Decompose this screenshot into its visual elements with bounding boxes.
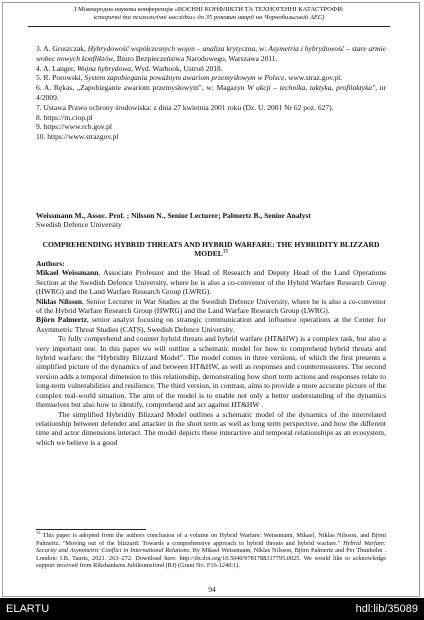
reference-item [36,64,386,74]
body-paragraphs [36,334,386,447]
reference-italic: Wojna hybrydowa [76,63,132,73]
reference-item [36,83,386,103]
reference-prefix: 7. Ustawa Prawo ochrony środowiska: z dnia 27 kwietnia 2001 roku (Dz. U. 2001 Nr 62 poz. 627). [36,102,334,112]
reference-mid: , nr 4/2009. [36,83,387,102]
footnote-text-before: This paper is adopted from the authors conclusion of a volume on Hybrid Warfare: Weissmann, Mikael, Niklas Nilsson, and Björn Palmertz. "Moving out of the blizzard: Towards a comprehensive approach to hybrid threats and hybrid warfare." [36,532,386,547]
header-rule [28,26,390,27]
body-paragraph: The simplified Hybridity Blizzard Model outlines a schematic model of the dynamics of the interrelated relationship between defender and attacker in the short term as well as long term perspective, and how the different time and actor dimensions interact. The model depicts these interactive and temporal relationships as an ecosystem, which we believe is a good [36,409,386,447]
author-name: Niklas Nilsson [36,296,82,306]
viewer-bottom-bar [0,598,424,620]
page-number: 94 [208,585,216,594]
reference-item [36,113,386,123]
reference-suffix: , Biuro Bezpieczeństwa Narodowego, Warszawa 2011. [113,53,278,63]
author-bio-text: , Senior Lecturer in War Studies at the Swedish Defence University, where he is also a co-convenor of the Hybrid Warfare Research Group (HWRG) and the Land Warfare Research Group (LWRG). [36,296,386,316]
body-text [36,259,386,447]
author-bio-text: , senior analyst focusing on strategic communication and influence operations at the Center for Asymmetric Threat Studies (CATS), Swedish Defence University. [36,315,386,334]
author-name: Björn Palmertz [36,315,87,325]
reference-item [36,103,386,113]
authors-line: Weissmann M., Assoc. Prof. ; Nilsson N., Senior Lecturer; Palmertz B., Senior Analyst [36,211,311,220]
running-header-line2: історичні та психологічні наслідки» до 35 роковин аварії на Чорнобильській АЕС) [93,14,325,21]
paper-title [36,240,386,259]
reference-italic: System zapobiegania poważnym awariom przemysłowym w Polsce [84,73,285,83]
footnote-text-after: . By Mikael Weissmann, Niklas Nilsson, Björn Palmertz and Per Thunholm . London: I.B. Tauris, 2021. 263–272. Download here: http://dx.doi.org/10.5040/9781788317795.0025. We would like to acknowledge support received from Riksbankens Jubileumsfond (RJ) (Grant No. F16-1240:1). [36,547,386,570]
reference-item [36,132,386,142]
author-bio [36,315,386,334]
handle-label[interactable]: hdl:lib/35089 [355,603,418,615]
reference-item [36,73,386,83]
reference-prefix: 5. R. Porowski, [36,73,85,83]
author-bio [36,268,386,296]
body-paragraph: To fully comprehend and counter hybrid threats and hybrid warfare (HT&HW) is a complex task, but also a very important one. In this paper we will outline a schematic model for how to comprehend hybrid threats and hybrid warfare: the “Hybridity Blizzard Model”. The model comes in three versions, of which the first presents a simplified picture of the dynamics of and between HT&HW, as well as responses and countermeasures. The second version adds a temporal dimension to this relationship, demonstrating how short term actions and responses relate to long-term vulnerabilities and resilience. The third version, in contrast, aims to provide a more accurate picture of the complex real-world situation. The aim of the model is to enable not only a better understanding of the dynamics themselves but also how to identify, comprehend and act against HT&HW . [36,334,386,410]
reference-mid: , www.straz.gov.pl. [284,73,343,83]
reference-mid: , w: [255,44,269,53]
reference-mid: , Wyd. Warbook, Ustroń 2018. [131,63,223,73]
authors-label: Authors: [36,259,65,268]
reference-item [36,122,386,132]
reference-item [36,44,386,64]
repository-label: ELARTU [6,603,50,615]
affiliation: Swedish Defence University [36,220,122,229]
reference-prefix: 6. A. Rękas, „Zapobieganie awariom przemysłowym", w: Magazyn [36,83,248,93]
running-header-line1: І Міжнародна наукова конференція «ВОЄННІ КОНФЛІКТИ ТА ТЕХНОГЕННІ КАТАСТРОФИ: [74,6,344,13]
reference-prefix: 10. https://www.strazgov.pl [36,132,119,142]
reference-italic: W akcji – technika, taktyka, profilaktyka" [247,83,376,93]
reference-italic: Hybrydowość współczesnych wojen – analiza krytyczna [87,44,256,53]
reference-list [36,44,386,142]
paper-title-text: COMPREHENDING HYBRID THREATS AND HYBRID WARFARE: THE HYBRIDITY BLIZZARD MODEL [42,240,380,259]
footnote-italic-title: Hybrid Warfare: Security and Asymmetric Conflict in International Relations [36,539,387,555]
reference-prefix: 3. A. Gruszczak, [36,44,88,53]
author-bio-text: , Associate Professor and the Head of Research and Deputy Head of the Land Operations Section at the Swedish Defence University, where he is also a co-convenor of the Hybrid Warfare Research Group (HWRG) and the Land Warfare Research Group (LWRG). [36,268,386,297]
reference-prefix: 8. https://m.ciop.pl [36,112,93,122]
reference-prefix: 4. A. Langer, [36,63,77,73]
author-bio [36,297,386,316]
title-footnote-mark: 13 [222,249,228,255]
reference-italic2: Asymetria i hybrydowość – stare armie wobec nowych konfliktów [36,44,387,63]
author-bios [36,268,386,334]
author-name: Mikael Weissmann [36,268,99,278]
running-header [28,6,390,22]
reference-prefix: 9. https://www.rcb.gov.pl [36,122,112,132]
footnote [36,529,387,570]
footnote-rule [36,529,146,530]
footnote-mark: 13 [36,529,41,535]
